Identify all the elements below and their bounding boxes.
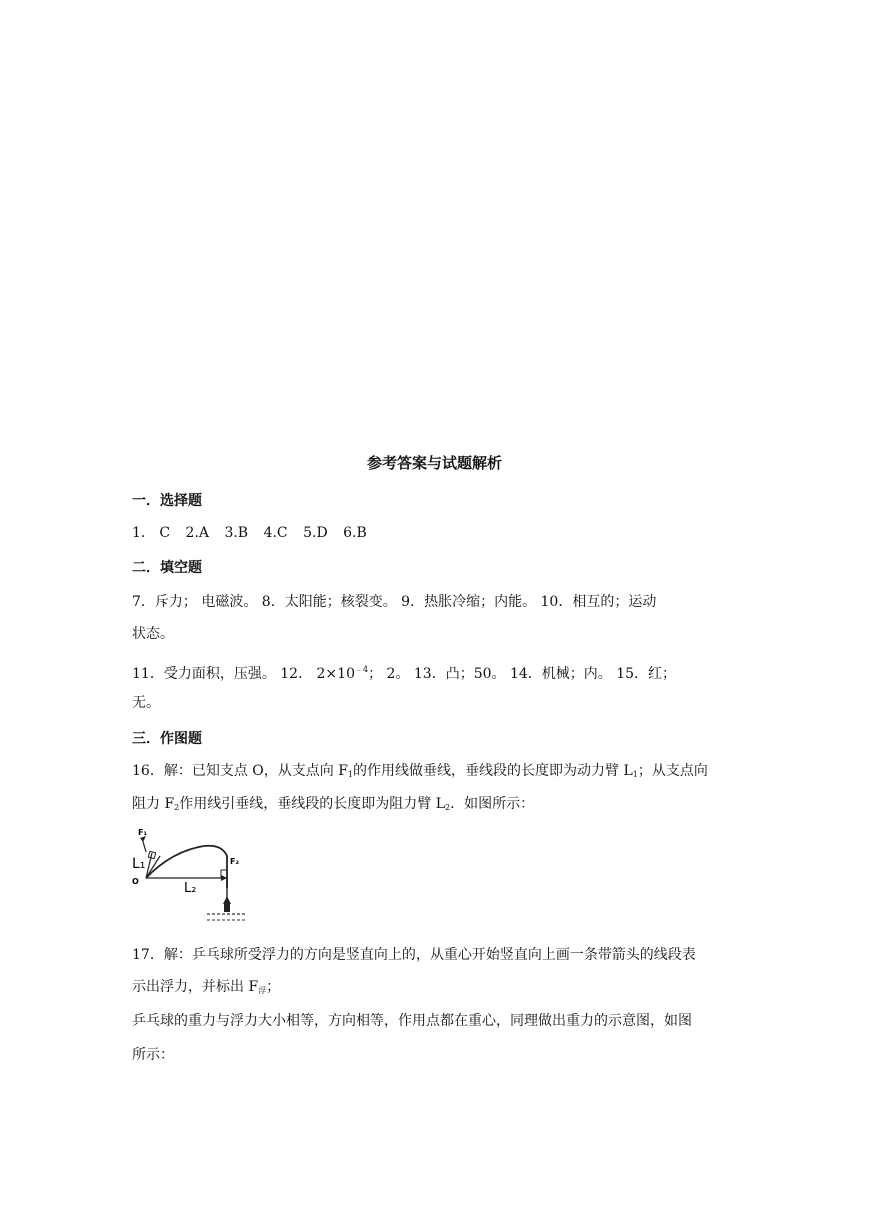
subscript: 2 [174, 803, 180, 812]
answer-5: 5.D [303, 525, 328, 541]
q17-text-a: 示出浮力，并标出 F [132, 979, 259, 995]
l2-label: L₂ [184, 881, 197, 896]
valve-top [223, 896, 231, 904]
choice-answers [132, 523, 378, 543]
answer-6: 6.B [343, 525, 367, 541]
f1-label: F₁ [138, 828, 147, 837]
q16-paragraph-line-2 [132, 794, 534, 818]
fill-answer-line-11-cont: 无。 [132, 695, 160, 711]
exponent: ﹣4 [354, 665, 369, 674]
subscript: 2 [445, 803, 451, 812]
q17-paragraph-line-1: 17．解：乒乓球所受浮力的方向是竖直向上的，从重心开始竖直向上画一条带箭头的线段表 [132, 947, 696, 963]
subscript: 1 [632, 770, 638, 779]
answer-1: 1． C [132, 525, 171, 541]
lever-diagram [132, 826, 257, 926]
q16-text-a: 16．解：已知支点 O，从支点向 F [132, 763, 348, 779]
q16-text-d: 阻力 F [132, 796, 175, 812]
l1-label: L₁ [132, 856, 146, 872]
answer-3: 3.B [224, 525, 249, 541]
f2-label: F₂ [230, 857, 239, 866]
q16-text-f: ．如图所示： [450, 796, 535, 812]
fill-answer-11-part-b: ； 2。 13．凸；50。 14．机械；内。 15．红； [368, 666, 677, 682]
section-heading-drawing: 三．作图题 [132, 731, 202, 747]
answer-2: 2.A [185, 525, 209, 541]
fill-answer-line-7-cont: 状态。 [132, 626, 174, 642]
q17-paragraph-line-3: 乒乓球的重力与浮力大小相等，方向相等，作用点都在重心，同理做出重力的示意图，如图 [132, 1013, 692, 1029]
q17-paragraph-line-2 [132, 977, 280, 1001]
q16-text-b: 的作用线做垂线，垂线段的长度即为动力臂 L [353, 763, 633, 779]
valve-body [224, 904, 230, 912]
fill-answer-line-11 [132, 660, 676, 684]
fill-answer-line-7: 7．斥力； 电磁波。 8．太阳能；核裂变。 9．热胀冷缩；内能。 10．相互的；运动 [132, 594, 657, 610]
subscript: 1 [347, 770, 353, 779]
section-heading-fill: 二．填空题 [132, 560, 202, 576]
q16-text-e: 作用线引垂线，垂线段的长度即为阻力臂 L [179, 796, 446, 812]
page-title: 参考答案与试题解析 [366, 454, 502, 472]
pivot-label: O [132, 877, 139, 886]
fill-answer-11-part-a: 11．受力面积，压强。 12． 2×10 [132, 666, 355, 682]
q16-text-c: ；从支点向 [637, 763, 708, 779]
subscript: 浮 [258, 986, 267, 995]
answer-4: 4.C [263, 525, 288, 541]
section-heading-choice: 一．选择题 [132, 493, 202, 509]
q16-paragraph-line-1 [132, 761, 708, 785]
q17-text-b: ； [266, 979, 281, 995]
q17-paragraph-line-4: 所示： [132, 1047, 174, 1063]
